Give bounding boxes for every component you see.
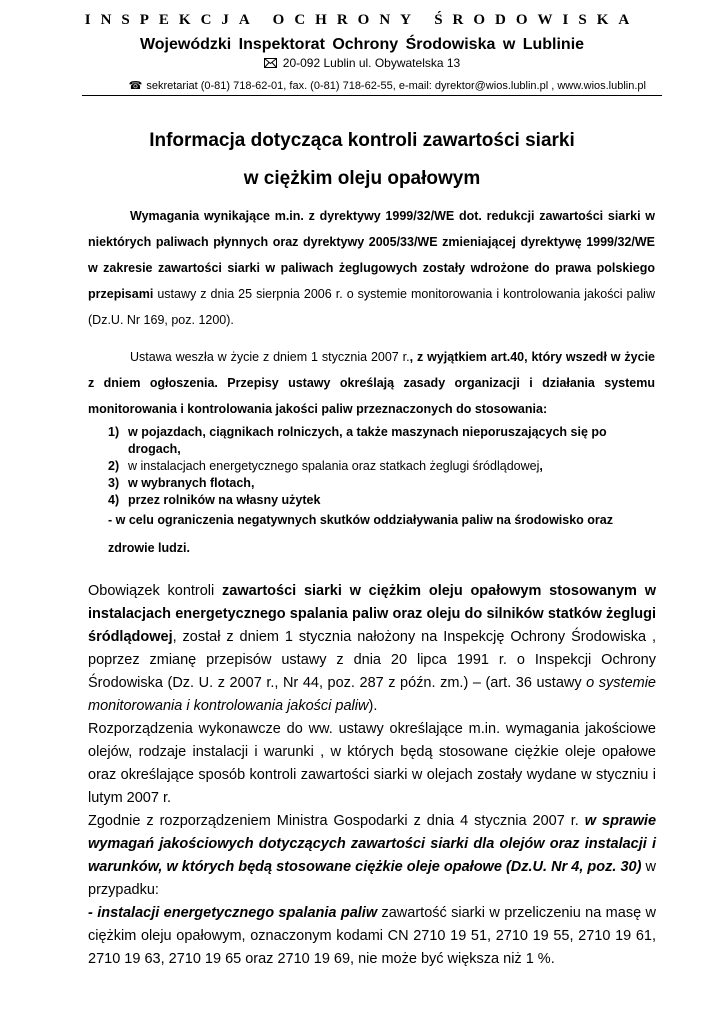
envelope-icon bbox=[264, 57, 277, 71]
list-item: 2) w instalacjach energetycznego spalania oraz statkach żeglugi śródlądowej, bbox=[108, 459, 543, 473]
paragraph-directives bbox=[88, 203, 655, 333]
paragraph-obligation: Obowiązek kontroli zawartości siarki w ciężkim oleju opałowym stosowanym w instalacjach energetycznego spalania paliw oraz oleju do silników statków żeglugi śródlądowej, został z dniem 1 stycznia nałożony na Inspekcję Ochrony Środowiska , poprzez zmianę przepisów ustawy z dnia 20 lipca 1991 r. o Inspekcji Ochrony Środowiska (Dz. U. z 2007 r., Nr 44, poz. 287 z późn. zm.) – (art. 36 ustawy o systemie monitorowania i kontrolowania jakości paliw). bbox=[88, 583, 657, 714]
contact-line bbox=[129, 79, 646, 92]
header-divider bbox=[82, 95, 662, 96]
list-item: - w celu ograniczenia negatywnych skutków oddziaływania paliw na środowisko oraz zdrowie ludzi. bbox=[108, 513, 613, 555]
phone-icon: ☎ bbox=[128, 80, 143, 92]
document-title bbox=[0, 122, 724, 198]
p2-normal: Ustawa weszła w życie z dniem 1 stycznia 2007 r. bbox=[130, 350, 410, 364]
paragraph-regulations: Rozporządzenia wykonawcze do ww. ustawy określające m.in. wymagania jakościowe olejów, rodzaje instalacji i warunki , w których będą stosowane ciężkie oleje opałowe oraz określające sposób kontroli zawartości siarki w olejach zostały wydane w styczniu i lutym 2007 r. bbox=[88, 721, 656, 806]
p1-bold: Wymagania wynikające m.in. z dyrektywy 1999/32/WE dot. redukcji zawartości siarki w niektórych paliwach płynnych oraz dyrektywy 2005/33/WE zmieniającej dyrektywę 1999/32/WE w zakresie zawartości siarki w paliwach żeglugowych zostały wdrożone do prawa polskiego przepisami bbox=[88, 209, 655, 301]
list-item: 3) w wybranych flotach, bbox=[108, 476, 255, 490]
inspectorate-name: Wojewódzki Inspektorat Ochrony Środowiska w Lublinie bbox=[139, 36, 585, 53]
postal-address bbox=[0, 56, 724, 71]
agency-name: INSPEKCJA OCHRONY ŚRODOWISKA bbox=[84, 12, 640, 28]
list-item: 4) przez rolników na własny użytek bbox=[108, 493, 321, 507]
title-line-2: w ciężkim oleju opałowym bbox=[243, 168, 481, 189]
p2-bold: , z wyjątkiem art.40, który wszedł w życie z dniem ogłoszenia. Przepisy ustawy określają zasady organizacji i działania systemu monitorowania i kontrolowania jakości paliw przeznaczonych do stosowania: bbox=[88, 350, 656, 416]
title-line-1: Informacja dotycząca kontroli zawartości siarki bbox=[149, 130, 575, 151]
paragraph-ordinance: Zgodnie z rozporządzeniem Ministra Gospodarki z dnia 4 stycznia 2007 r. w sprawie wymagań jakościowych dotyczących zawartości siarki dla olejów oraz instalacji i warunków, w których będą stosowane ciężkie oleje opałowe (Dz.U. Nr 4, poz. 30) w przypadku: bbox=[88, 813, 657, 898]
paragraph-installations: - instalacji energetycznego spalania paliw zawartość siarki w przeliczeniu na masę w ciężkim oleju opałowym, oznaczonym kodami CN 2710 19 51, 2710 19 55, 2710 19 61, 2710 19 63, 2710 19 65 oraz 2710 19 69, nie może być większa niż 1 %. bbox=[88, 905, 656, 967]
p1-normal: ustawy z dnia 25 sierpnia 2006 r. o systemie monitorowania i kontrolowania jakości paliw (Dz.U. Nr 169, poz. 1200). bbox=[88, 287, 655, 327]
main-body bbox=[88, 580, 656, 971]
usage-list bbox=[108, 424, 655, 565]
paragraph-act bbox=[88, 344, 655, 422]
address-text: 20-092 Lublin ul. Obywatelska 13 bbox=[282, 56, 461, 70]
list-item: 1) w pojazdach, ciągnikach rolniczych, a także maszynach nieporuszających się po drogach, bbox=[108, 425, 607, 456]
contact-text: sekretariat (0-81) 718-62-01, fax. (0-81) 718-62-55, e-mail: dyrektor@wios.lublin.pl , www.wios.lublin.pl bbox=[146, 80, 646, 92]
